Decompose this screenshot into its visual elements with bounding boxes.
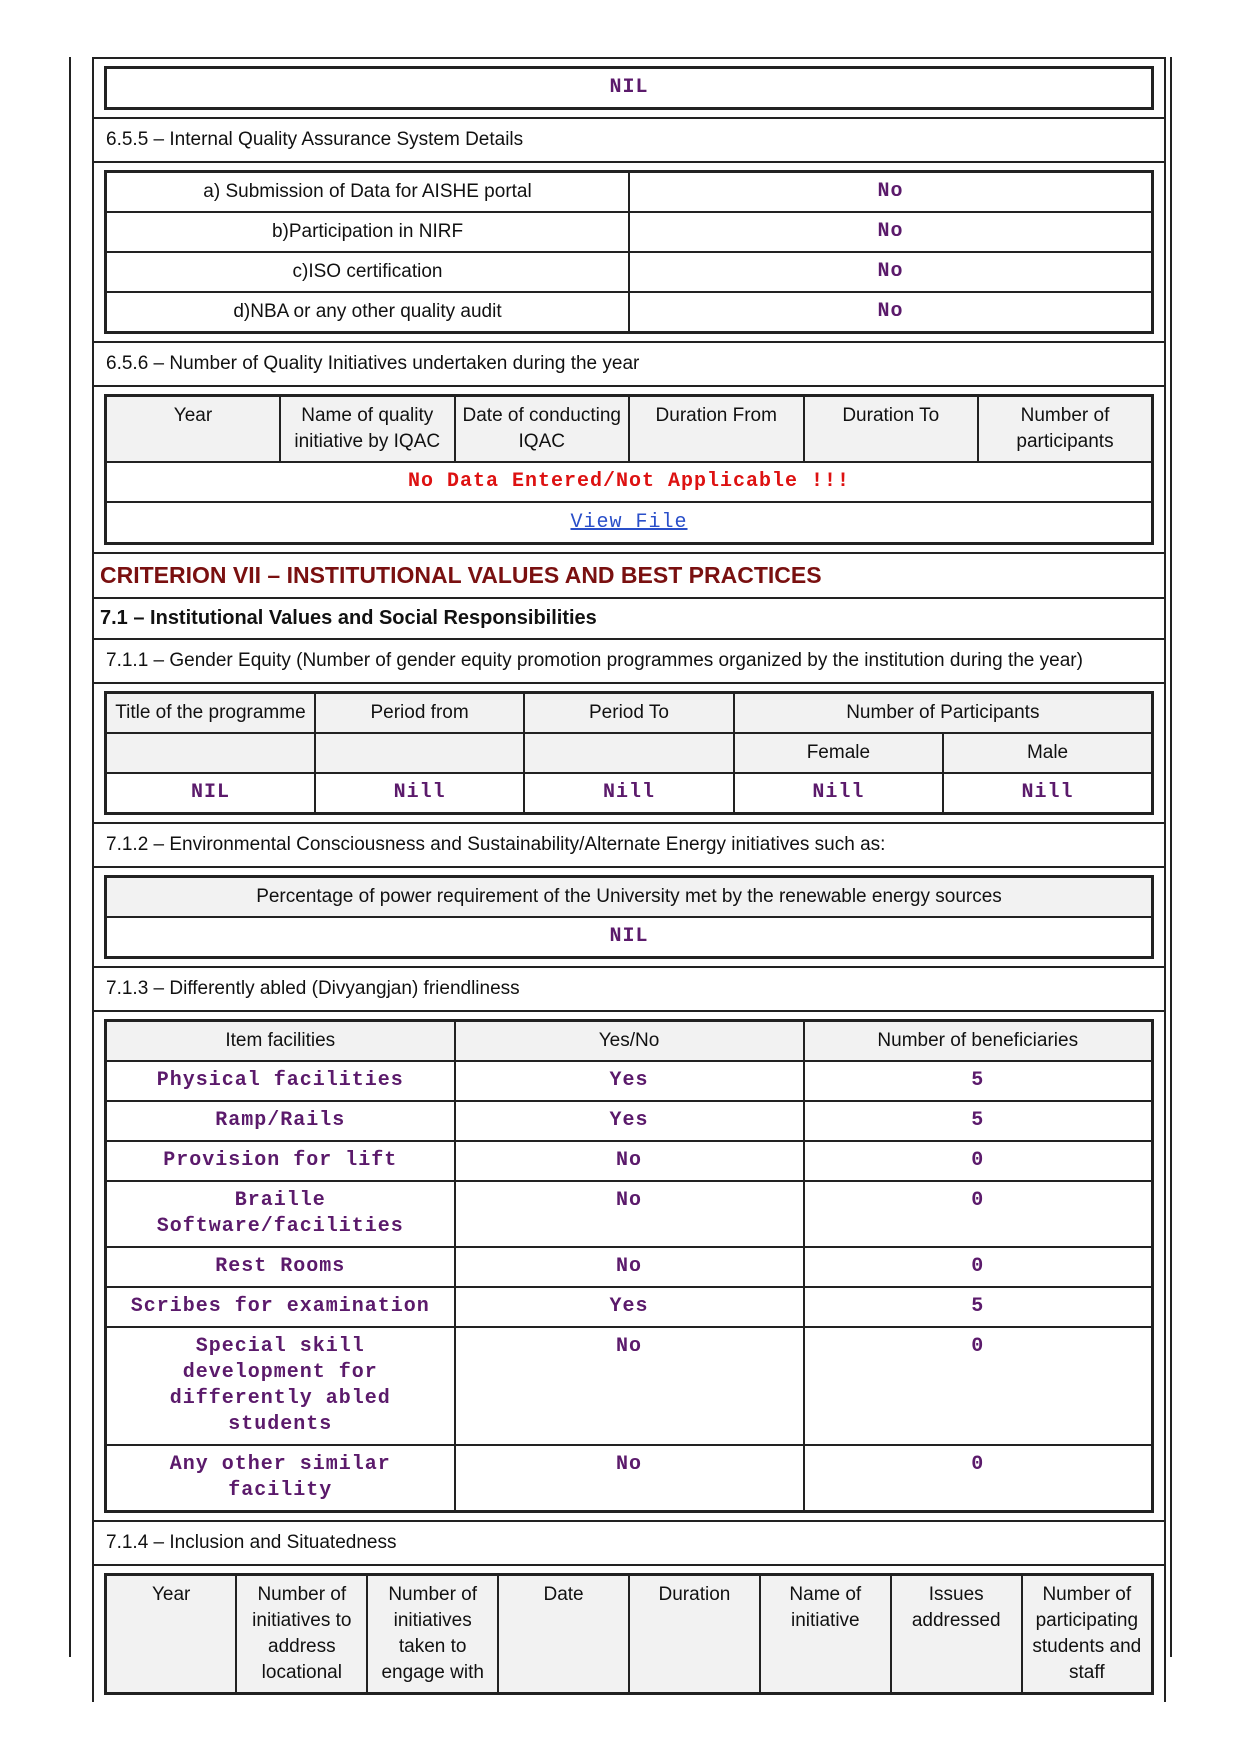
table-row <box>106 1327 1153 1445</box>
table-header-row <box>106 1575 1153 1694</box>
facility-name: Braille Software/facilities <box>106 1181 455 1247</box>
quality-initiatives-table <box>104 394 1154 545</box>
col-header: Female <box>734 733 943 773</box>
iqas-value: No <box>629 252 1153 292</box>
facility-name: Scribes for examination <box>106 1287 455 1327</box>
facility-name: Physical facilities <box>106 1061 455 1101</box>
col-header: Item facilities <box>106 1021 455 1062</box>
section-7-1-4-title: 7.1.4 – Inclusion and Situatedness <box>92 1522 1166 1566</box>
table-cell: Nill <box>734 773 943 814</box>
table-cell: NIL <box>106 773 315 814</box>
iqas-label: b)Participation in NIRF <box>106 212 630 252</box>
col-header: Number of beneficiaries <box>804 1021 1153 1062</box>
table-cell: Nill <box>943 773 1152 814</box>
table-header-row <box>106 1021 1153 1062</box>
table-cell: Nill <box>315 773 524 814</box>
gender-equity-table <box>104 691 1154 815</box>
empty-cell <box>315 733 524 773</box>
top-nil-value: NIL <box>106 68 1153 109</box>
section-6-5-5-title: 6.5.5 – Internal Quality Assurance System Details <box>92 119 1166 163</box>
facility-name: Any other similar facility <box>106 1445 455 1512</box>
facility-yes-no: No <box>455 1247 804 1287</box>
col-header: Duration From <box>629 396 804 463</box>
facility-yes-no: No <box>455 1327 804 1445</box>
facility-yes-no: No <box>455 1445 804 1512</box>
iqas-value: No <box>629 172 1153 213</box>
col-header: Name of initiative <box>760 1575 891 1694</box>
table-cell: Nill <box>524 773 733 814</box>
col-header: Year <box>106 396 281 463</box>
section-6-5-5 <box>92 163 1166 343</box>
col-header: Period from <box>315 693 524 734</box>
table-row <box>106 212 1153 252</box>
section-7-1-4 <box>92 1566 1166 1702</box>
facility-beneficiaries: 5 <box>804 1061 1153 1101</box>
table-row <box>106 917 1153 958</box>
table-row <box>106 1247 1153 1287</box>
facility-yes-no: Yes <box>455 1287 804 1327</box>
empty-cell <box>106 733 315 773</box>
facility-yes-no: No <box>455 1141 804 1181</box>
table-row <box>106 462 1153 502</box>
table-row <box>106 1101 1153 1141</box>
col-header: Percentage of power requirement of the University met by the renewable energy sources <box>106 877 1153 918</box>
facility-yes-no: Yes <box>455 1101 804 1141</box>
table-row <box>106 1287 1153 1327</box>
table-row <box>106 292 1153 333</box>
col-header: Number of participants <box>978 396 1153 463</box>
facility-beneficiaries: 0 <box>804 1247 1153 1287</box>
table-header-row <box>106 693 1153 734</box>
section-7-1-3 <box>92 1012 1166 1522</box>
col-header: Period To <box>524 693 733 734</box>
table-row <box>106 1181 1153 1247</box>
iqas-label: c)ISO certification <box>106 252 630 292</box>
facility-yes-no: Yes <box>455 1061 804 1101</box>
facility-name: Special skill development for differently abled students <box>106 1327 455 1445</box>
facility-beneficiaries: 5 <box>804 1287 1153 1327</box>
page-right-border <box>1170 57 1172 1657</box>
section-7-1-3-title: 7.1.3 – Differently abled (Divyangjan) friendliness <box>92 968 1166 1012</box>
facility-beneficiaries: 0 <box>804 1141 1153 1181</box>
col-header: Date <box>498 1575 629 1694</box>
no-data-message: No Data Entered/Not Applicable !!! <box>106 462 1153 502</box>
col-header: Title of the programme <box>106 693 315 734</box>
table-row <box>106 172 1153 213</box>
col-header: Year <box>106 1575 237 1694</box>
col-header: Yes/No <box>455 1021 804 1062</box>
section-7-1-title: 7.1 – Institutional Values and Social Responsibilities <box>92 599 1166 640</box>
empty-cell <box>524 733 733 773</box>
table-row <box>106 1061 1153 1101</box>
table-header-row <box>106 396 1153 463</box>
table-row <box>106 773 1153 814</box>
col-header: Number of Participants <box>734 693 1153 734</box>
facility-yes-no: No <box>455 1181 804 1247</box>
section-7-1-1 <box>92 684 1166 824</box>
table-cell: NIL <box>106 917 1153 958</box>
divyangjan-table <box>104 1019 1154 1513</box>
col-header: Issues addressed <box>891 1575 1022 1694</box>
facility-name: Rest Rooms <box>106 1247 455 1287</box>
table-header-row <box>106 733 1153 773</box>
renewable-energy-table <box>104 875 1154 959</box>
section-6-5-6 <box>92 387 1166 554</box>
top-nil-table <box>104 66 1154 110</box>
table-row <box>106 252 1153 292</box>
section-7-1-1-title: 7.1.1 – Gender Equity (Number of gender equity promotion programmes organized by the institution during the year) <box>92 640 1166 684</box>
col-header: Number of initiatives taken to engage with <box>367 1575 498 1694</box>
col-header: Date of conducting IQAC <box>455 396 630 463</box>
criterion-heading: CRITERION VII – INSTITUTIONAL VALUES AND BEST PRACTICES <box>92 554 1166 599</box>
col-header: Male <box>943 733 1152 773</box>
facility-name: Provision for lift <box>106 1141 455 1181</box>
section-7-1-2 <box>92 868 1166 968</box>
table-header-row <box>106 877 1153 918</box>
col-header: Duration <box>629 1575 760 1694</box>
inclusion-table <box>104 1573 1154 1695</box>
iqas-label: d)NBA or any other quality audit <box>106 292 630 333</box>
table-row <box>106 1141 1153 1181</box>
facility-beneficiaries: 5 <box>804 1101 1153 1141</box>
iqas-label: a) Submission of Data for AISHE portal <box>106 172 630 213</box>
iqas-value: No <box>629 292 1153 333</box>
facility-beneficiaries: 0 <box>804 1327 1153 1445</box>
section-6-5-6-title: 6.5.6 – Number of Quality Initiatives undertaken during the year <box>92 343 1166 387</box>
facility-name: Ramp/Rails <box>106 1101 455 1141</box>
col-header: Name of quality initiative by IQAC <box>280 396 455 463</box>
iqas-table <box>104 170 1154 334</box>
table-row <box>106 502 1153 544</box>
table-row <box>106 1445 1153 1512</box>
section-7-1-2-title: 7.1.2 – Environmental Consciousness and Sustainability/Alternate Energy initiatives such as: <box>92 824 1166 868</box>
page-left-border <box>69 57 71 1657</box>
facility-beneficiaries: 0 <box>804 1181 1153 1247</box>
view-file-cell <box>106 502 1153 544</box>
col-header: Number of participating students and staff <box>1022 1575 1153 1694</box>
facility-beneficiaries: 0 <box>804 1445 1153 1512</box>
col-header: Number of initiatives to address locational <box>236 1575 367 1694</box>
top-nil-section <box>92 57 1166 119</box>
iqas-value: No <box>629 212 1153 252</box>
report-page <box>92 57 1166 1702</box>
view-file-link[interactable]: View File <box>570 511 688 534</box>
col-header: Duration To <box>804 396 979 463</box>
